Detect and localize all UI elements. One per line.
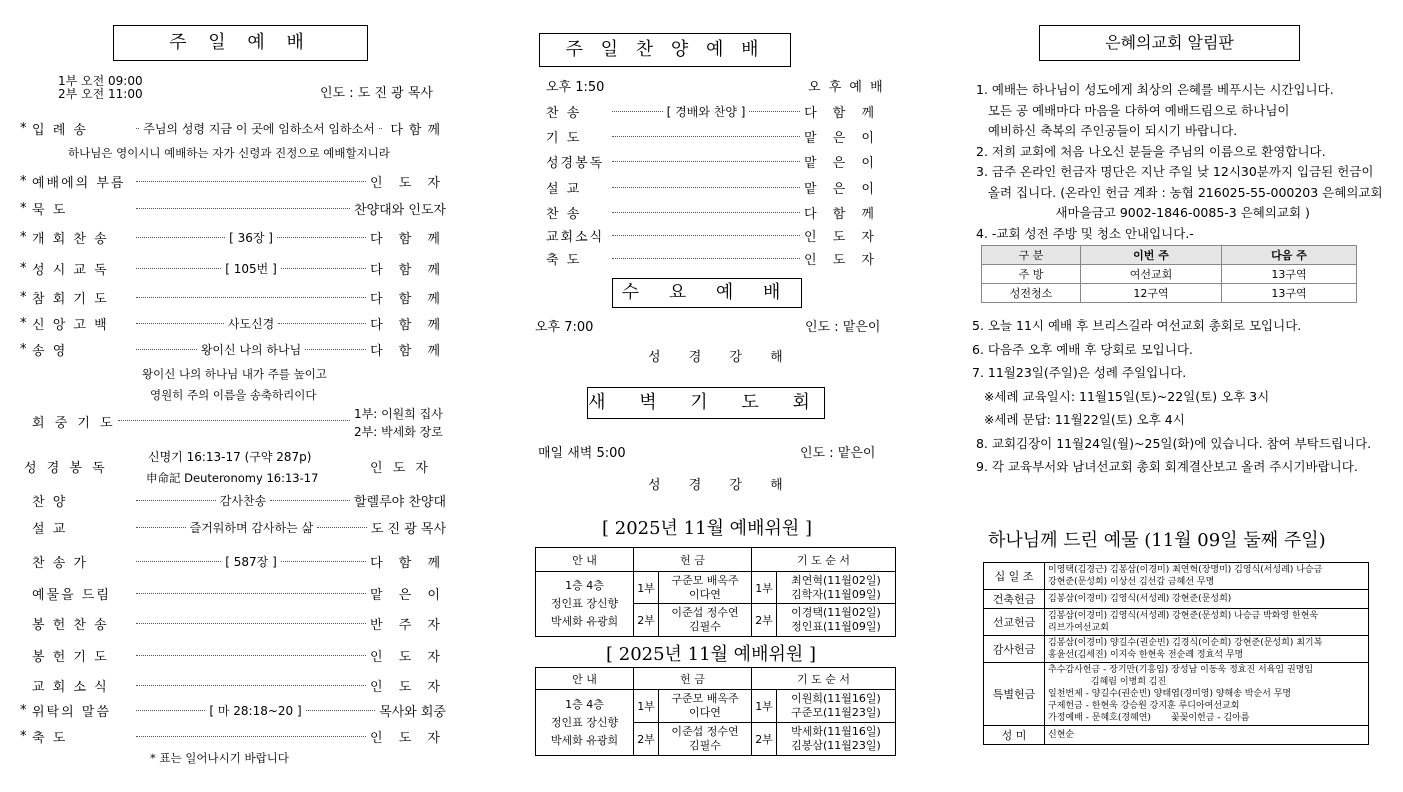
order-item [20,518,446,537]
leader-dots [136,593,366,594]
clean-cell: 주 방 [982,265,1081,284]
leader-dots [612,258,800,259]
dawn-prayer-title: 새 벽 기 도 회 [587,387,825,419]
leader-dots [136,623,366,624]
offering-names: 추수감사헌금 - 장기만(기흥임) 장성남 이동욱 정효진 서육임 권명임 김혜림 이병희 김진 일천번제 - 양길수(권순빈) 양태엽(경미영) 양해송 박순서 무명 구제헌금 - 한현욱 강승원 강지훈 루디아여선교회 가정예배 - 문혜호(경혜연) 꽃꽂이헌금 - 김아름 [1045,663,1369,726]
item-detail: [ 마 28:18~20 ] [209,704,302,718]
offering-row [984,590,1369,609]
header-offering: 헌 금 [634,668,752,690]
leader-dots [136,736,366,737]
item-label: 봉 헌 기 도 [32,650,109,665]
header-prayer: 기 도 순 서 [752,668,896,690]
offering-names: 이준섭 정수연 김필수 [659,604,752,637]
leader-dots [317,527,367,528]
announcement-line: 예비하신 축복의 주인공들이 되시기 바랍니다. [976,123,1238,138]
wednesday-service-title: 수 요 예 배 [612,278,802,308]
guide-cell: 1층 4층 정인표 장신향 박세화 유광희 [536,572,634,637]
leader-dots [136,208,350,209]
guide-cell: 1층 4층 정인표 장신향 박세화 유광희 [536,690,634,756]
item-role: 인 도 자 [370,176,446,191]
item-label: 교회소식 [546,230,605,245]
leader-dots [305,349,366,350]
announcement-line: 5. 오늘 11시 예배 후 브리스길라 여선교회 총회로 모입니다. [972,318,1302,333]
announcement-line: 올려 집니다. (온라인 헌금 계좌 : 농협 216025-55-000203 은혜의교회 [976,184,1383,200]
dawn-leader: 인도 : 맡은이 [800,446,876,461]
item-label: 신 앙 고 백 [32,318,109,333]
item-role: 맡 은 이 [804,131,880,146]
prayer-names: 이경택(11월02일) 정인표(11월09일) [777,604,896,637]
entrance-verse: 하나님은 영이시니 예배하는 자가 신령과 진정으로 예배할지니라 [68,146,390,160]
reading-ref-en: 申命記 Deuteronomy 16:13-17 [146,471,319,485]
offering-part: 1부 [634,690,659,723]
item-detail: 즐거워하며 감사하는 삶 [189,521,314,535]
standing-mark: * [20,174,27,189]
order-item [20,701,446,720]
item-label: 찬 송 [546,106,582,121]
prayer-names: 최연혁(11월02일) 김학자(11월09일) [777,572,896,604]
item-role: 다 함 께 [370,318,447,333]
afternoon-time: 오후 1:50 [546,80,605,95]
leader-dots [277,237,366,238]
bulletin-board-title: 은혜의교회 알림판 [1039,25,1300,61]
item-label: 예물을 드림 [32,588,111,603]
announcement-line: 3. 금주 온라인 헌금자 명단은 지난 주일 낮 12시30분까지 입금된 헌금이 [976,164,1374,179]
clean-header: 구 분 [982,246,1081,265]
wed-leader: 인도 : 맡은이 [805,320,881,335]
offering-category: 건축헌금 [984,590,1045,609]
prayer-part: 1부 [752,572,777,604]
leader-dots [306,710,375,711]
clean-cell: 13구역 [1222,284,1357,303]
leader-dots [278,323,366,324]
item-label: 교 회 소 식 [32,680,109,695]
clean-cell: 성전청소 [982,284,1081,303]
item-label: 개 회 찬 송 [32,232,109,247]
offering-category: 성 미 [984,726,1045,745]
offering-category: 특별헌금 [984,663,1045,726]
offering-row [984,609,1369,636]
item-detail: 주님의 성령 지금 이 곳에 임하소서 임하소서 [143,122,375,136]
offering-names: 김봉삼(이경미) 김영식(서성례) 강현준(문성희) [1045,590,1369,609]
prayer-names: 박세화(11월16일) 김봉삼(11월23일) [777,723,896,756]
announcement-line: 8. 교회김장이 11월24일(월)~25일(화)에 있습니다. 참여 부탁드립니다. [972,435,1372,451]
order-item [20,340,446,359]
dawn-time: 매일 새벽 5:00 [538,446,626,461]
order-item [20,491,446,510]
order-item [20,259,446,278]
cleaning-table [981,245,1357,303]
service-leader: 인도 : 도 진 광 목사 [320,86,433,101]
order-item [20,314,446,333]
order-item [546,249,880,268]
leader-dots [379,128,382,129]
item-role: 맡 은 이 [804,156,880,171]
item-label: 송 영 [32,344,68,359]
prayer-right-1: 1부: 이원희 집사 [354,407,443,421]
item-role: 다함께 [390,123,447,138]
order-item [20,552,446,571]
offering-names: 신현순 [1045,726,1369,745]
item-role: 인 도 자 [370,680,446,695]
announcement-line: 9. 각 교육부서와 남녀선교회 총회 회계결산보고 올려 주시기바랍니다. [972,459,1358,474]
standing-mark: * [20,261,27,276]
offering-row [984,636,1369,663]
committee-title-1: [ 2025년 11월 예배위원 ] [602,518,812,539]
item-role: 다 함 께 [804,207,880,222]
item-label: 축 도 [32,731,68,746]
announcement-line: ※세례 교육일시: 11월15일(토)~22일(토) 오후 3시 [972,388,1270,404]
prayer-label: 회 중 기 도 [32,416,116,431]
order-item [546,178,880,197]
item-role: 다 함 께 [370,556,447,571]
item-detail: [ 36장 ] [229,231,273,245]
header-guide: 안 내 [536,548,634,572]
prayer-names: 이원희(11월16일) 구준모(11월23일) [777,690,896,723]
leader-dots [612,235,800,236]
offering-names: 구준모 배옥주 이다연 [659,572,752,604]
item-detail: 사도신경 [227,317,275,331]
leader-dots [749,111,800,112]
leader-dots [612,111,663,112]
reading-right: 인 도 자 [370,461,431,476]
dawn-content: 성 경 강 해 [648,478,795,493]
leader-dots [136,297,366,298]
item-label: 봉 헌 찬 송 [32,618,109,633]
offering-row [984,726,1369,745]
item-role: 도 진 광 목사 [370,522,446,537]
item-label: 찬 양 [32,495,68,510]
offering-part: 1부 [634,572,659,604]
service-time-2: 2부 오전 11:00 [58,87,143,101]
offering-record-title: 하나님께 드린 예물 (11월 09일 둘째 주일) [988,530,1326,551]
leader-dots [612,187,800,188]
item-role: 다 함 께 [370,263,447,278]
announcement-line: 6. 다음주 오후 예배 후 당회로 모입니다. [972,341,1193,357]
offering-category: 십 일 조 [984,563,1045,590]
order-item [20,614,446,633]
standing-mark: * [20,703,27,718]
offering-row [984,663,1369,726]
item-label: 묵 도 [32,203,68,218]
clean-cell: 여선교회 [1081,265,1222,284]
afternoon-service-title: 주 일 찬 양 예 배 [539,33,791,67]
leader-dots [136,323,224,324]
afternoon-label: 오 후 예 배 [808,80,885,95]
order-item [20,646,446,665]
item-role: 다 함 께 [804,106,881,121]
standing-mark: * [20,290,27,305]
announcement-line: 4. -교회 성전 주방 및 청소 안내입니다.- [976,225,1194,241]
standing-mark: * [20,121,27,136]
order-item [546,203,880,222]
item-role: 할렐루야 찬양대 [353,495,447,510]
offering-record-table [983,562,1369,745]
order-item [20,727,446,746]
item-role: 다 함 께 [370,232,446,247]
leader-dots [136,527,186,528]
item-detail: [ 587장 ] [225,555,277,569]
item-role: 인 도 자 [370,731,446,746]
order-item [546,127,880,146]
announcement-line: ※세례 문답: 11월22일(토) 오후 4시 [972,412,1185,427]
announcement-line: 모든 공 예배마다 마음을 다하여 예배드림으로 하나님이 [976,102,1290,118]
item-detail: [ 105번 ] [225,262,277,276]
song-line-2: 영원히 주의 이름을 송축하리이다 [150,388,317,402]
leader-dots [136,500,216,501]
wed-content: 성 경 강 해 [648,350,795,365]
leader-dots [270,500,350,501]
item-label: 입 례 송 [32,123,88,138]
item-role: 다 함 께 [370,292,446,307]
prayer-right-2: 2부: 박세화 장로 [354,425,443,439]
standing-mark: * [20,201,27,216]
order-item [20,676,446,695]
leader-dots [136,268,221,269]
offering-category: 선교헌금 [984,609,1045,636]
item-role: 목사와 회중 [379,705,446,720]
item-role: 찬양대와 인도자 [353,203,446,218]
order-item [546,152,880,171]
leader-dots [612,212,800,213]
standing-mark: * [20,342,27,357]
leader-dots [136,237,225,238]
leader-dots [136,685,366,686]
prayer-dots [118,420,350,421]
prayer-part: 2부 [752,723,777,756]
offering-part: 2부 [634,723,659,756]
committee-table-2 [535,667,896,756]
item-label: 위탁의 말씀 [32,705,111,720]
leader-dots [136,655,366,656]
offering-names: 이준섭 정수연 김필수 [659,723,752,756]
clean-cell: 13구역 [1222,265,1357,284]
standing-footnote: * 표는 일어나시기 바랍니다 [150,751,289,765]
standing-mark: * [20,230,27,245]
item-label: 찬 송 [546,207,582,222]
prayer-part: 1부 [752,690,777,723]
song-line-1: 왕이신 나의 하나님 내가 주를 높이고 [142,367,327,381]
item-label: 찬 송 가 [32,556,88,571]
leader-dots [612,161,800,162]
item-label: 설 교 [32,522,68,537]
item-role: 인 도 자 [804,230,880,245]
header-prayer: 기 도 순 서 [752,548,896,572]
committee-table-1 [535,547,896,637]
leader-dots [136,710,205,711]
order-item [20,172,446,191]
item-label: 설 교 [546,182,582,197]
clean-header: 이번 주 [1081,246,1222,265]
item-detail: 왕이신 나의 하나님 [200,343,302,357]
offering-names: 김봉삼(이경미) 양길수(권순빈) 김경식(이순희) 강현준(문성희) 최기복 홍윤선(김세진) 이지숙 한현욱 전순례 정효석 무명 [1045,636,1369,663]
item-role: 반 주 자 [370,618,446,633]
standing-mark: * [20,316,27,331]
item-role: 맡 은 이 [370,588,446,603]
wed-time: 오후 7:00 [535,320,594,335]
item-role: 인 도 자 [370,650,446,665]
header-offering: 헌 금 [634,548,752,572]
leader-dots [612,136,800,137]
item-label: 예배에의 부름 [32,176,126,191]
item-role: 인 도 자 [804,253,880,268]
item-role: 맡 은 이 [804,182,880,197]
order-item [546,226,880,245]
announcement-line: 2. 저희 교회에 처음 나오신 분들을 주님의 이름으로 환영합니다. [976,143,1326,159]
offering-names: 이영택(김경근) 김봉삼(이경미) 최연혁(장명미) 김영식(서성례) 나승금 강현준(문성희) 이상선 김선갑 금혜선 무명 [1045,563,1369,590]
order-item [546,102,880,121]
leader-dots [136,128,139,129]
item-label: 성경봉독 [546,156,605,171]
order-item [20,199,446,218]
item-role: 다 함 께 [370,344,447,359]
clean-header: 다음 주 [1222,246,1357,265]
item-label: 참 회 기 도 [32,292,109,307]
reading-ref: 신명기 16:13-17 (구약 287p) [148,450,312,464]
item-detail: [ 경배와 찬양 ] [666,105,746,119]
header-guide: 안 내 [536,668,634,690]
item-detail: 감사찬송 [219,494,267,508]
item-label: 성 시 교 독 [32,263,109,278]
sunday-service-title: 주 일 예 배 [113,25,368,61]
prayer-part: 2부 [752,604,777,637]
order-item [20,288,446,307]
item-label: 기 도 [546,131,582,146]
announcement-line: 1. 예배는 하나님이 성도에게 최상의 은혜를 베푸시는 시간입니다. [976,82,1334,97]
leader-dots [136,181,366,182]
leader-dots [281,561,366,562]
item-label: 축 도 [546,253,582,268]
clean-cell: 12구역 [1081,284,1222,303]
offering-category: 감사헌금 [984,636,1045,663]
leader-dots [281,268,366,269]
offering-part: 2부 [634,604,659,637]
leader-dots [136,349,197,350]
standing-mark: * [20,729,27,744]
order-item [20,228,446,247]
order-item [20,584,446,603]
offering-names: 구준모 배옥주 이다연 [659,690,752,723]
service-time-1: 1부 오전 09:00 [58,74,143,88]
offering-names: 김봉삼(이경미) 김영식(서성례) 강현준(문성희) 나승금 박화영 한현욱 리브가여선교회 [1045,609,1369,636]
order-item [20,119,446,138]
committee-title-2: [ 2025년 11월 예배위원 ] [606,644,816,665]
announcement-line: 7. 11월23일(주일)은 성례 주일입니다. [972,365,1187,380]
leader-dots [136,561,221,562]
reading-label: 성 경 봉 독 [24,461,108,476]
offering-row [984,563,1369,590]
announcement-line: 새마을금고 9002-1846-0085-3 은혜의교회 ) [976,205,1310,220]
